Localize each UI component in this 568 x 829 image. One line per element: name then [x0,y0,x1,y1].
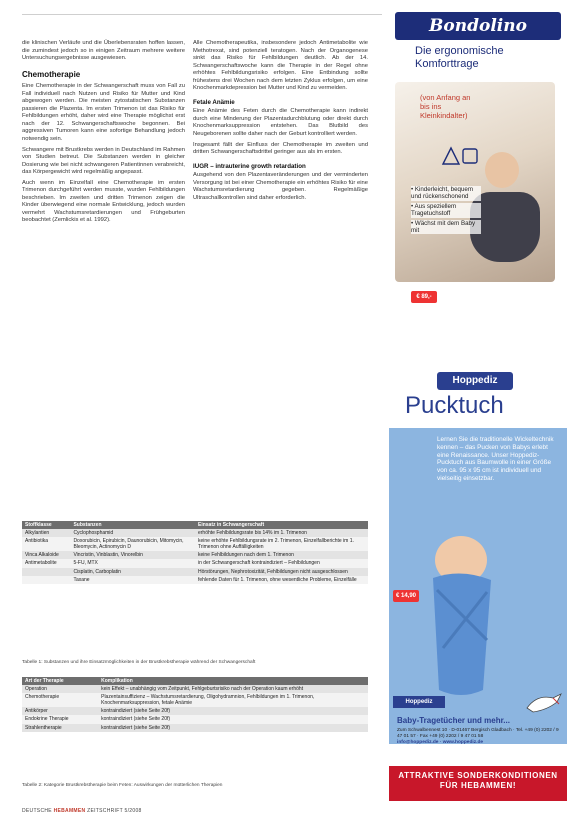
table-row [22,576,368,584]
feature-item: • Wächst mit dem Baby mit [411,220,481,235]
table-header-cell: Substanzen [70,521,195,529]
table2-caption: Tabelle 2: Kategorie Brustkrebstherapie beim Feten: Auswirkungen der mütterlichen Therapien [22,783,223,788]
hoppediz-ad[interactable] [389,370,567,802]
fetal-paragraph-2: Insgesamt fällt der Einfluss der Chemotherapie im zweiten und dritten Schwangerschaftsdrittel geringer aus als im ersten. [193,141,368,156]
hoppediz-web-link[interactable]: info@hoppediz.de · www.hoppediz.de [397,740,484,745]
table1-caption: Tabelle 1: Substanzen und ihre Einsatzmöglichkeiten in der Brustkrebstherapie während der Schwangerschaft [22,660,256,665]
complications-table [22,677,368,732]
hoppediz-tagline: Baby-Tragetücher und mehr... [397,716,510,725]
table-cell: Antibiotika [22,537,70,551]
table-cell: Vincristin, Vinblastin, Vinorelbin [70,551,195,559]
table-cell: Taxane [70,576,195,584]
iugr-heading: IUGR – intrauterine growth retardation [193,162,306,170]
bondolino-tagline: Die ergonomische Komforttrage [415,45,504,70]
hoppediz-contact [397,728,563,746]
feature-item: • Aus speziellem Tragetuchstoff [411,203,481,218]
table-row [22,724,368,732]
pucktuch-description: Lernen Sie die traditionelle Wickeltechnik kennen – das Pucken von Babys erlebt eine Renaissance. Unser Hoppediz-Pucktuch aus Baumwolle in einer Größe von ca. 95 x 95 cm ist individuell und vielseitig einsetzbar. [437,436,554,482]
table-cell: Strahlentherapie [22,724,98,732]
pucktuch-title: Pucktuch [405,392,504,419]
col2-paragraph-1: Alle Chemotherapeutika, insbesondere jedoch Antimetabolite wie Methotrexat, sind potenziell teratogen. Nach der Organogenese sinkt das Risiko für Fehlbildungen deutlich. Ab der 14. Schwangerschaftswoche kann die Therapie in der Regel ohne erhöhtes Fehlbildungsrisiko erfolgen. Eine Entbindung sollte frühestens drei Wochen nach dem letzten Zyklus erfolgen, um eine Knochenmarkdepression bei Mutter und Kind zu vermeiden. [193,40,368,92]
substances-table [22,521,368,584]
article-column-right [193,40,368,205]
footer-prefix: DEUTSCHE [22,808,54,814]
fetal-paragraph-1: Eine Anämie des Feten durch die Chemotherapie kann indirekt durch eine Minderung der Plazentadurchblutung oder direkt durch Knochenmarksuppression entstehen. Das Blutbild des Neugeborenen sollte daher nach der Geburt kontrolliert werden. [193,108,368,138]
table-row [22,559,368,567]
table-cell: kontraindiziert (siehe Seite 20f) [98,724,368,732]
swaddled-baby-icon [403,520,523,700]
table-cell: kontraindiziert (siehe Seite 20f) [98,707,368,715]
footer-brand: HEBAMMEN [53,808,86,814]
chemo-paragraph-2: Schwangere mit Brustkrebs werden in Deutschland im Rahmen von Studien betreut. Die Substanzen werden in gleicher Dosierung wie bei nicht schwangeren Patientinnen verabreicht, das Körpergewicht wird regelmäßig angepasst. [22,146,185,176]
table-cell: Vinca Alkaloide [22,551,70,559]
table-row [22,537,368,551]
feature-item: • Kinderleicht, bequem und rückenschonend [411,186,481,201]
table-cell [22,576,70,584]
article-column-left [22,40,185,228]
table-header-row [22,677,368,685]
pucktuch-price-tag: € 14,90 [393,590,419,602]
table-header-cell: Komplikation [98,677,368,685]
page-footer [22,808,142,814]
table-header-row [22,521,368,529]
table-cell [22,568,70,576]
hoppediz-logo-small: Hoppediz [393,696,445,708]
bondolino-features [411,186,481,236]
table-cell: erhöhte Fehlbildungsrate bis 14% im 1. Trimenon [195,529,368,537]
header-rule [22,14,382,15]
table-row [22,693,368,707]
chemo-heading: Chemotherapie [22,69,81,79]
table-row [22,529,368,537]
hoppediz-address: Zum Schwalbennest 10 · D-01467 Bergisch Gladbach · Tel. +49 (0) 2202 / 9 47 01 57 · Fax +49 (0) 2202 / 9 47 01 58 [397,728,559,739]
fetal-anemia-heading: Fetale Anämie [193,98,235,106]
hoppediz-logo: Hoppediz [437,372,513,390]
table-cell: Cisplatin, Carboplatin [70,568,195,576]
table-cell: 5-FU, MTX [70,559,195,567]
certification-badges-icon [441,146,479,166]
midwife-offer-banner[interactable]: ATTRAKTIVE SONDERKONDITIONEN FÜR HEBAMMEN! [389,766,567,801]
iugr-paragraph-1: Ausgehend von den Plazentaveränderungen und der verminderten Versorgung ist bei einer Chemotherapie ein erhöhtes Risiko für eine Wachstumsretardierung gegeben. Regelmäßige Ultraschallkontrollen sind daher erforderlich. [193,172,368,201]
table-cell: Endokrine Therapie [22,715,98,723]
table-row [22,551,368,559]
stork-icon [523,688,563,718]
table-cell: Antimetabolite [22,559,70,567]
table-cell: Operation [22,685,98,693]
table-cell: in der Schwangerschaft kontraindiziert – Fehlbildungen [195,559,368,567]
table-cell: Chemotherapie [22,693,98,707]
bondolino-logo: Bondolino [395,12,561,40]
table-cell: Plazentainsuffizienz – Wachstumsretardierung, Oligohydramnion, Fehlbildungen im 1. Trimenon, Knochenmarksuppression, fetale Anämie [98,693,368,707]
bondolino-price-tag: € 89,- [411,291,437,303]
table-cell: kontraindiziert (siehe Seite 20f) [98,715,368,723]
table-header-cell: Art der Therapie [22,677,98,685]
intro-paragraph: die klinischen Verläufe und die Überlebensraten hoffen lassen, die zumindest jedoch so in einigen Zeitraum mehrere weitere Untersuchungsergebnisse ausgewiesen. [22,40,185,62]
table-header-cell: Einsatz in Schwangerschaft [195,521,368,529]
table-cell: keine erhöhte Fehlbildungsrate im 2. Trimenon, Einzelfallberichte im 1. Trimenon ohne Auffälligkeiten [195,537,368,551]
baby-head-shape [485,152,519,188]
table-cell: Cyclophosphamid [70,529,195,537]
table-row [22,568,368,576]
bondolino-ad[interactable] [389,6,567,322]
table-cell: Antikörper [22,707,98,715]
table-row [22,707,368,715]
table-cell: keine Fehlbildungen nach dem 1. Trimenon [195,551,368,559]
table-cell: Doxorubicin, Epirubicin, Daunorubicin, Mitomycin, Bleomycin, Actinomycin D [70,537,195,551]
bondolino-subtitle: (von Anfang an bis ins Kleinkindalter) [420,93,471,120]
table-cell: kein Effekt – unabhängig vom Zeitpunkt, Fehlgeburtsrisiko nach der Operation kaum erhöht [98,685,368,693]
chemo-paragraph-3: Auch wenn im Einzelfall eine Chemotherapie im ersten Trimenon durchgeführt werden musste, wurden Fehlbildungen beschrieben. Im zweiten und dritten Trimenon zeigen die Kinder überwiegend eine normale Entwicklung, jedoch wurden vermehrt Wachstumsretardierungen und Frühgeburten beobachtet (Zemlickis et al. 1992). [22,179,185,224]
footer-suffix: ZEITSCHRIFT 5/2008 [85,808,142,814]
table-row [22,715,368,723]
table-row [22,685,368,693]
table-cell: Hörstörungen, Nephrotoxizität, Fehlbildungen nicht ausgeschlossen [195,568,368,576]
chemo-paragraph-1: Eine Chemotherapie in der Schwangerschaft muss von Fall zu Fall individuell nach Nutzen und Risiko für Mutter und Kind abgewogen werden. Die meisten zytostatischen Substanzen passieren die Plazenta. Im ersten Trimenon ist das Risiko für Fehlbildungen erhöht, daher wird eine Therapie möglichst erst nach der 12. Schwangerschaftswoche begonnen. Bei aggressiven Tumoren kann eine sofortige Behandlung jedoch notwendig sein. [22,83,185,143]
table-cell: fehlende Daten für 1. Trimenon, ohne wesentliche Probleme, Einzelfälle [195,576,368,584]
table-header-cell: Stoffklasse [22,521,70,529]
table-cell: Alkylantien [22,529,70,537]
